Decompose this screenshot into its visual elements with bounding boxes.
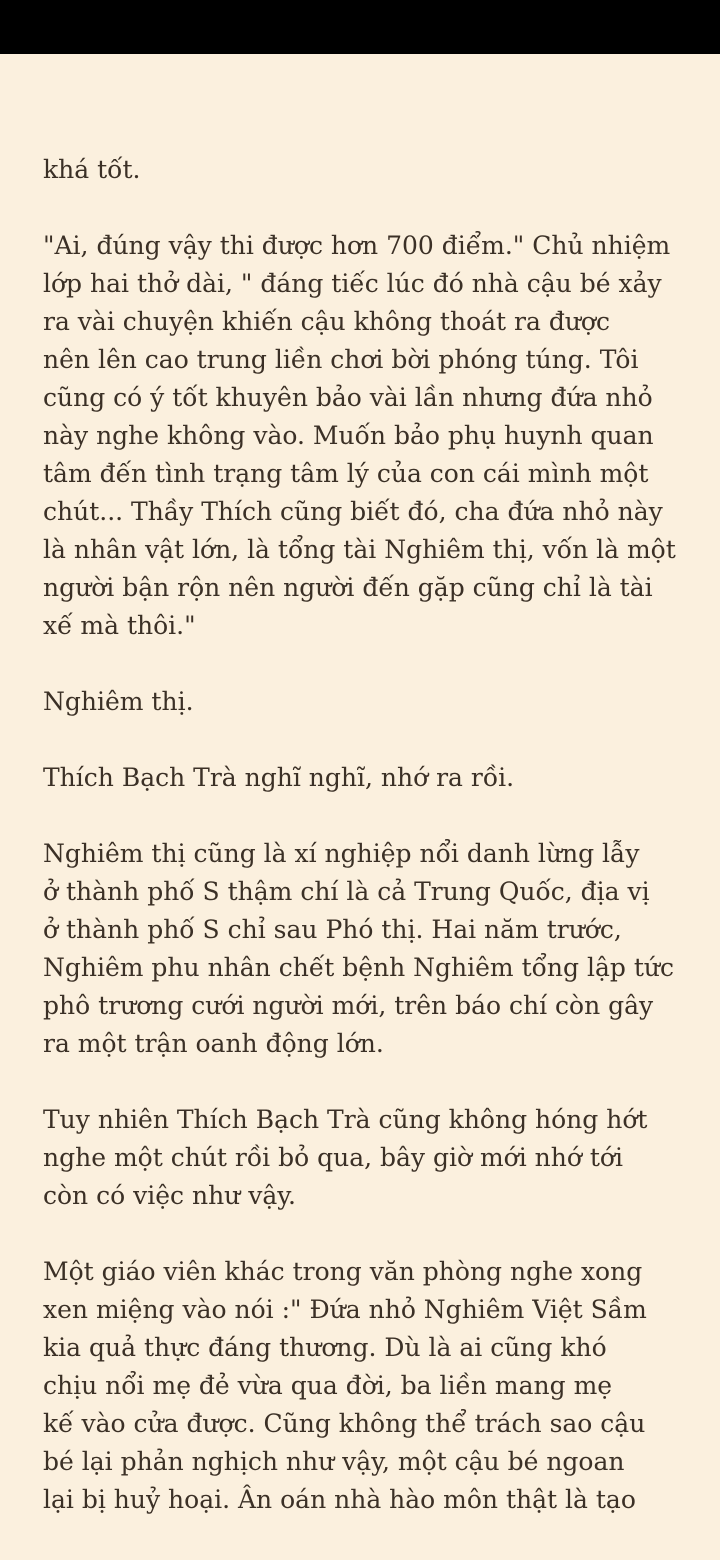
text-line: ra một trận oanh động lớn. (43, 1029, 384, 1058)
reader-page (43, 151, 683, 1519)
text-line: người bận rộn nên người đến gặp cũng chỉ là tài (43, 573, 653, 602)
text-line: bé lại phản nghịch như vậy, một cậu bé ngoan (43, 1447, 625, 1476)
paragraph (43, 1101, 683, 1215)
text-line: ở thành phố S thậm chí là cả Trung Quốc, địa vị (43, 877, 650, 906)
text-line: Tuy nhiên Thích Bạch Trà cũng không hóng hớt (43, 1105, 648, 1134)
text-line: lại bị huỷ hoại. Ân oán nhà hào môn thật là tạo (43, 1485, 636, 1514)
paragraph (43, 1253, 683, 1519)
paragraph (43, 151, 683, 189)
text-line: kia quả thực đáng thương. Dù là ai cũng khó (43, 1333, 607, 1362)
text-line: Một giáo viên khác trong văn phòng nghe xong (43, 1257, 643, 1286)
text-line: Nghiêm thị. (43, 687, 194, 716)
text-line: lớp hai thở dài, " đáng tiếc lúc đó nhà cậu bé xảy (43, 269, 662, 298)
text-line: ở thành phố S chỉ sau Phó thị. Hai năm trước, (43, 915, 622, 944)
paragraph-gap (43, 189, 683, 227)
paragraph-gap (43, 797, 683, 835)
status-bar (0, 0, 720, 54)
text-line: kế vào cửa được. Cũng không thể trách sao cậu (43, 1409, 646, 1438)
text-line: "Ai, đúng vậy thi được hơn 700 điểm." Chủ nhiệm (43, 231, 671, 260)
paragraph-gap (43, 1215, 683, 1253)
paragraph-gap (43, 1063, 683, 1101)
text-line: này nghe không vào. Muốn bảo phụ huynh quan (43, 421, 654, 450)
text-line: phô trương cưới người mới, trên báo chí còn gây (43, 991, 654, 1020)
text-line: khá tốt. (43, 155, 141, 184)
text-line: xen miệng vào nói :" Đứa nhỏ Nghiêm Việt Sầm (43, 1295, 647, 1324)
text-line: ra vài chuyện khiến cậu không thoát ra được (43, 307, 610, 336)
text-line: Thích Bạch Trà nghĩ nghĩ, nhớ ra rồi. (43, 763, 515, 792)
paragraph-gap (43, 721, 683, 759)
text-line: xế mà thôi." (43, 611, 196, 640)
text-line: Nghiêm thị cũng là xí nghiệp nổi danh lừng lẫy (43, 839, 640, 868)
paragraph (43, 683, 683, 721)
text-line: chịu nổi mẹ đẻ vừa qua đời, ba liền mang mẹ (43, 1371, 613, 1400)
text-line: cũng có ý tốt khuyên bảo vài lần nhưng đứa nhỏ (43, 383, 653, 412)
text-line: nghe một chút rồi bỏ qua, bây giờ mới nhớ tới (43, 1143, 623, 1172)
text-line: chút... Thầy Thích cũng biết đó, cha đứa nhỏ này (43, 497, 663, 526)
text-line: còn có việc như vậy. (43, 1181, 296, 1210)
paragraph (43, 759, 683, 797)
text-line: nên lên cao trung liền chơi bời phóng túng. Tôi (43, 345, 639, 374)
text-line: là nhân vật lớn, là tổng tài Nghiêm thị, vốn là một (43, 535, 676, 564)
paragraph (43, 227, 683, 645)
text-line: Nghiêm phu nhân chết bệnh Nghiêm tổng lập tức (43, 953, 674, 982)
paragraph (43, 835, 683, 1063)
text-line: tâm đến tình trạng tâm lý của con cái mình một (43, 459, 649, 488)
paragraph-gap (43, 645, 683, 683)
